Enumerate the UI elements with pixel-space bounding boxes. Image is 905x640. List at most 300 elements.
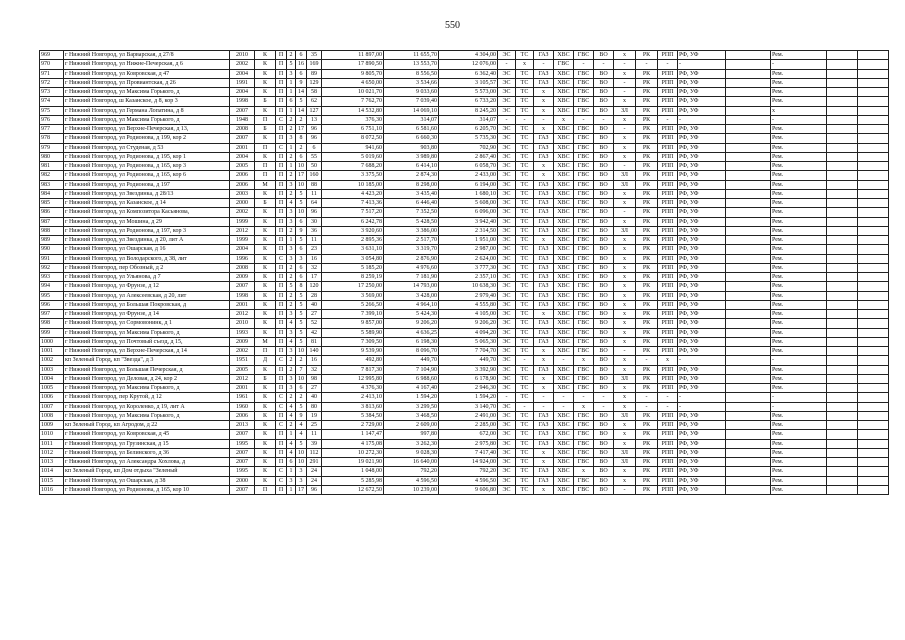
table-row bbox=[40, 236, 889, 245]
cell-total-area: 19 021,90 bbox=[322, 458, 384, 467]
cell-record-number: 1002 bbox=[40, 356, 64, 365]
cell-empty-col-a bbox=[827, 319, 858, 328]
cell-gas: х bbox=[534, 236, 554, 245]
cell-year-built: 1993 bbox=[230, 328, 255, 337]
cell-roof: РК bbox=[636, 51, 658, 60]
cell-record-number: 1014 bbox=[40, 467, 64, 476]
cell-record-number: 1011 bbox=[40, 439, 64, 448]
cell-facade: РФ, УФ bbox=[678, 245, 726, 254]
cell-foundation: РПП bbox=[658, 189, 678, 198]
cell-empty-col-b bbox=[858, 485, 889, 494]
cell-roof: РК bbox=[636, 134, 658, 143]
cell-facade: - bbox=[678, 402, 726, 411]
cell-address: г Нижний Новгород, ул Ошарская, д 16 bbox=[64, 245, 230, 254]
cell-heating: ТС bbox=[516, 384, 534, 393]
cell-roof: РК bbox=[636, 300, 658, 309]
cell-empty-col-b bbox=[858, 384, 889, 393]
cell-residential-area: 6 205,70 bbox=[439, 125, 498, 134]
cell-material: М bbox=[255, 337, 276, 346]
cell-year-built: 1999 bbox=[230, 236, 255, 245]
cell-material: Д bbox=[255, 356, 276, 365]
cell-total-area: 17 250,00 bbox=[322, 282, 384, 291]
cell-empty-col-a bbox=[827, 282, 858, 291]
cell-cold-water: ХВС bbox=[554, 273, 574, 282]
cell-gas: ГАЗ bbox=[534, 282, 554, 291]
cell-roof: РК bbox=[636, 69, 658, 78]
cell-foundation: х bbox=[658, 356, 678, 365]
cell-electricity: ЭС bbox=[498, 467, 516, 476]
cell-facade: РФ, УФ bbox=[678, 291, 726, 300]
cell-facade: РФ, УФ bbox=[678, 208, 726, 217]
cell-foundation: РПП bbox=[658, 263, 678, 272]
cell-living-area: 3 534,66 bbox=[384, 78, 439, 87]
cell-sewerage: ВО bbox=[594, 430, 614, 439]
cell-empty-col-a bbox=[827, 430, 858, 439]
cell-foundation: РПП bbox=[658, 476, 678, 485]
cell-hot-water: ГВС bbox=[574, 180, 594, 189]
cell-apartments: 28 bbox=[307, 291, 322, 300]
cell-repair-status: - bbox=[771, 393, 827, 402]
cell-roof: РК bbox=[636, 152, 658, 161]
cell-floors: 8 bbox=[296, 282, 307, 291]
cell-hot-water: ГВС bbox=[574, 97, 594, 106]
cell-entrances: 6 bbox=[287, 97, 296, 106]
cell-living-area: 4 596,50 bbox=[384, 476, 439, 485]
cell-facade: РФ, УФ bbox=[678, 337, 726, 346]
cell-entrances: 2 bbox=[287, 291, 296, 300]
cell-cold-water: ХВС bbox=[554, 97, 574, 106]
cell-apartments: 27 bbox=[307, 310, 322, 319]
cell-empty-col-b bbox=[858, 439, 889, 448]
cell-entrances: 2 bbox=[287, 152, 296, 161]
cell-record-number: 998 bbox=[40, 319, 64, 328]
cell-foundation: РПП bbox=[658, 88, 678, 97]
cell-total-area: 2 895,36 bbox=[322, 236, 384, 245]
cell-year-built: 2013 bbox=[230, 421, 255, 430]
cell-residential-area: 3 392,90 bbox=[439, 365, 498, 374]
table-row bbox=[40, 319, 889, 328]
cell-gas: х bbox=[534, 347, 554, 356]
cell-repair-status: Рем. bbox=[771, 180, 827, 189]
cell-repair-status: Рем. bbox=[771, 421, 827, 430]
cell-empty-col-a bbox=[827, 439, 858, 448]
cell-extra-col bbox=[726, 152, 771, 161]
cell-living-area: 8 298,00 bbox=[384, 180, 439, 189]
cell-entrances: 3 bbox=[287, 476, 296, 485]
cell-hot-water: ГВС bbox=[574, 300, 594, 309]
cell-hot-water: ГВС bbox=[574, 78, 594, 87]
cell-material: К bbox=[255, 365, 276, 374]
cell-empty-col-a bbox=[827, 328, 858, 337]
cell-gas: ГАЗ bbox=[534, 78, 554, 87]
cell-cold-water: х bbox=[554, 115, 574, 124]
cell-entrances: 4 bbox=[287, 439, 296, 448]
cell-foundation: РПП bbox=[658, 439, 678, 448]
cell-gas: х bbox=[534, 171, 554, 180]
table-row bbox=[40, 430, 889, 439]
cell-foundation: РПП bbox=[658, 134, 678, 143]
cell-cold-water: ХВС bbox=[554, 300, 574, 309]
cell-living-area: 7 104,90 bbox=[384, 365, 439, 374]
table-row bbox=[40, 374, 889, 383]
cell-facade: - bbox=[678, 356, 726, 365]
cell-cold-water: ХВС bbox=[554, 328, 574, 337]
page-number: 550 bbox=[445, 20, 460, 31]
cell-apartments: 96 bbox=[307, 485, 322, 494]
cell-apartments: 32 bbox=[307, 263, 322, 272]
cell-entrances: 2 bbox=[287, 51, 296, 60]
cell-residential-area: 2 979,40 bbox=[439, 291, 498, 300]
cell-heating: ТС bbox=[516, 217, 534, 226]
cell-heating: - bbox=[516, 115, 534, 124]
cell-repair-status: Рем. bbox=[771, 485, 827, 494]
cell-hot-water: ГВС bbox=[574, 374, 594, 383]
cell-address: г Нижний Новгород, ул Максима Горького, д bbox=[64, 384, 230, 393]
cell-residential-area: 10 638,30 bbox=[439, 282, 498, 291]
cell-empty-col-b bbox=[858, 97, 889, 106]
cell-facade: - bbox=[678, 115, 726, 124]
cell-sewerage: ВО bbox=[594, 78, 614, 87]
cell-foundation: РПП bbox=[658, 180, 678, 189]
cell-cold-water: ХВС bbox=[554, 310, 574, 319]
cell-entrances: 2 bbox=[287, 125, 296, 134]
cell-residential-area: 3 105,57 bbox=[439, 78, 498, 87]
cell-material: К bbox=[255, 467, 276, 476]
cell-entrances: 1 bbox=[287, 88, 296, 97]
cell-year-built: 2007 bbox=[230, 485, 255, 494]
cell-facade: РФ, УФ bbox=[678, 236, 726, 245]
cell-electricity: ЭС bbox=[498, 143, 516, 152]
cell-total-area: 8 259,19 bbox=[322, 273, 384, 282]
cell-living-area: 3 428,00 bbox=[384, 291, 439, 300]
cell-residential-area: 8 245,20 bbox=[439, 106, 498, 115]
cell-record-number: 993 bbox=[40, 273, 64, 282]
cell-record-number: 994 bbox=[40, 282, 64, 291]
cell-residential-area: 6 733,20 bbox=[439, 97, 498, 106]
cell-total-area: 3 569,00 bbox=[322, 291, 384, 300]
cell-year-built: 2007 bbox=[230, 106, 255, 115]
cell-repair-status: Рем. bbox=[771, 143, 827, 152]
cell-repair-status: Рем. bbox=[771, 300, 827, 309]
cell-roof: - bbox=[636, 393, 658, 402]
cell-entrances: 1 bbox=[287, 78, 296, 87]
cell-residential-area: 1 680,10 bbox=[439, 189, 498, 198]
cell-floors: 5 bbox=[296, 291, 307, 300]
cell-foundation: РПП bbox=[658, 365, 678, 374]
cell-hot-water: - bbox=[574, 60, 594, 69]
cell-cold-water: ХВС bbox=[554, 171, 574, 180]
cell-total-area: 4 376,30 bbox=[322, 384, 384, 393]
cell-cold-water: ХВС bbox=[554, 476, 574, 485]
table-row bbox=[40, 106, 889, 115]
cell-year-built: 2000 bbox=[230, 199, 255, 208]
table-row bbox=[40, 411, 889, 420]
cell-record-number: 1000 bbox=[40, 337, 64, 346]
cell-repair-status: Рем. bbox=[771, 291, 827, 300]
cell-roof: РК bbox=[636, 106, 658, 115]
cell-heating: ТС bbox=[516, 97, 534, 106]
cell-electricity: ЭС bbox=[498, 291, 516, 300]
cell-empty-col-b bbox=[858, 347, 889, 356]
cell-empty-col-b bbox=[858, 273, 889, 282]
cell-material: К bbox=[255, 245, 276, 254]
cell-electricity: - bbox=[498, 115, 516, 124]
cell-total-area: 7 762,70 bbox=[322, 97, 384, 106]
cell-living-area: 2 609,00 bbox=[384, 421, 439, 430]
cell-extra-col bbox=[726, 254, 771, 263]
cell-material: К bbox=[255, 328, 276, 337]
table-row bbox=[40, 300, 889, 309]
cell-repair-status: Рем. bbox=[771, 162, 827, 171]
cell-heating: ТС bbox=[516, 421, 534, 430]
cell-apartments: 6 bbox=[307, 143, 322, 152]
cell-gas: ГАЗ bbox=[534, 300, 554, 309]
cell-foundation: РПП bbox=[658, 485, 678, 494]
cell-living-area: 5 424,30 bbox=[384, 310, 439, 319]
cell-foundation: - bbox=[658, 393, 678, 402]
cell-empty-col-b bbox=[858, 143, 889, 152]
cell-hot-water: ГВС bbox=[574, 411, 594, 420]
cell-building-type: П bbox=[276, 60, 287, 69]
table-row bbox=[40, 143, 889, 152]
cell-building-type: С bbox=[276, 467, 287, 476]
cell-building-type: П bbox=[276, 180, 287, 189]
cell-material: К bbox=[255, 69, 276, 78]
cell-address: г Нижний Новгород, ул Ульянова, д 7 bbox=[64, 273, 230, 282]
cell-floors: 10 bbox=[296, 208, 307, 217]
cell-extra-col bbox=[726, 226, 771, 235]
cell-address: г Нижний Новгород, ул Сормовонинк, д 1 bbox=[64, 319, 230, 328]
cell-total-area: 5 185,20 bbox=[322, 263, 384, 272]
table-row bbox=[40, 467, 889, 476]
cell-waste-chute: х bbox=[614, 282, 636, 291]
cell-waste-chute: х bbox=[614, 467, 636, 476]
cell-record-number: 1005 bbox=[40, 384, 64, 393]
cell-record-number: 970 bbox=[40, 60, 64, 69]
cell-facade: РФ, УФ bbox=[678, 310, 726, 319]
cell-empty-col-a bbox=[827, 171, 858, 180]
cell-apartments: 13 bbox=[307, 115, 322, 124]
cell-empty-col-a bbox=[827, 226, 858, 235]
cell-heating: ТС bbox=[516, 319, 534, 328]
cell-hot-water: - bbox=[574, 393, 594, 402]
cell-foundation: РПП bbox=[658, 106, 678, 115]
cell-address: г Нижний Новгород, ул Композитора Касьянова, bbox=[64, 208, 230, 217]
cell-hot-water: ГВС bbox=[574, 337, 594, 346]
cell-empty-col-b bbox=[858, 69, 889, 78]
cell-entrances: 3 bbox=[287, 69, 296, 78]
cell-cold-water: ХВС bbox=[554, 125, 574, 134]
cell-waste-chute: ЗЛ bbox=[614, 171, 636, 180]
cell-material: К bbox=[255, 208, 276, 217]
cell-floors: 10 bbox=[296, 448, 307, 457]
cell-facade: РФ, УФ bbox=[678, 365, 726, 374]
cell-material: К bbox=[255, 88, 276, 97]
table-row bbox=[40, 384, 889, 393]
cell-waste-chute: х bbox=[614, 143, 636, 152]
cell-record-number: 1012 bbox=[40, 448, 64, 457]
cell-total-area: 3 920,60 bbox=[322, 226, 384, 235]
cell-waste-chute: ЗЛ bbox=[614, 106, 636, 115]
cell-cold-water: ХВС bbox=[554, 134, 574, 143]
cell-waste-chute: х bbox=[614, 273, 636, 282]
table-row bbox=[40, 134, 889, 143]
cell-heating: ТС bbox=[516, 143, 534, 152]
cell-foundation: РПП bbox=[658, 245, 678, 254]
cell-material: К bbox=[255, 226, 276, 235]
cell-roof: РК bbox=[636, 245, 658, 254]
cell-record-number: 982 bbox=[40, 171, 64, 180]
cell-floors: 14 bbox=[296, 88, 307, 97]
cell-gas: ГАЗ bbox=[534, 226, 554, 235]
cell-cold-water: ХВС bbox=[554, 467, 574, 476]
cell-hot-water: х bbox=[574, 402, 594, 411]
cell-heating: ТС bbox=[516, 254, 534, 263]
cell-apartments: 81 bbox=[307, 337, 322, 346]
cell-floors: 3 bbox=[296, 467, 307, 476]
cell-total-area: 492,80 bbox=[322, 356, 384, 365]
cell-cold-water: ХВС bbox=[554, 189, 574, 198]
cell-repair-status: Рем. bbox=[771, 384, 827, 393]
cell-waste-chute: х bbox=[614, 97, 636, 106]
cell-cold-water: ХВС bbox=[554, 374, 574, 383]
cell-roof: РК bbox=[636, 291, 658, 300]
cell-year-built: 2002 bbox=[230, 347, 255, 356]
cell-hot-water: ГВС bbox=[574, 51, 594, 60]
cell-address: г Нижний Новгород, ул Грузинская, д 15 bbox=[64, 439, 230, 448]
cell-electricity: ЭС bbox=[498, 78, 516, 87]
cell-living-area: 3 319,70 bbox=[384, 245, 439, 254]
cell-roof: РК bbox=[636, 226, 658, 235]
cell-residential-area: 6 058,70 bbox=[439, 162, 498, 171]
cell-address: г Нижний Новгород, ул Короленко, д 19, лит А bbox=[64, 402, 230, 411]
table-row bbox=[40, 152, 889, 161]
cell-cold-water: ХВС bbox=[554, 180, 574, 189]
cell-material: К bbox=[255, 421, 276, 430]
cell-residential-area: 702,90 bbox=[439, 143, 498, 152]
cell-sewerage: ВО bbox=[594, 208, 614, 217]
cell-sewerage: ВО bbox=[594, 143, 614, 152]
cell-apartments: 120 bbox=[307, 282, 322, 291]
cell-floors: 5 bbox=[296, 300, 307, 309]
cell-floors: 8 bbox=[296, 134, 307, 143]
cell-empty-col-b bbox=[858, 411, 889, 420]
cell-extra-col bbox=[726, 199, 771, 208]
cell-empty-col-a bbox=[827, 310, 858, 319]
cell-residential-area: 2 946,30 bbox=[439, 384, 498, 393]
cell-sewerage: ВО bbox=[594, 125, 614, 134]
cell-extra-col bbox=[726, 439, 771, 448]
cell-gas: х bbox=[534, 162, 554, 171]
cell-material: К bbox=[255, 282, 276, 291]
cell-living-area: 792,20 bbox=[384, 467, 439, 476]
cell-floors: 2 bbox=[296, 115, 307, 124]
table-row bbox=[40, 402, 889, 411]
cell-sewerage: ВО bbox=[594, 448, 614, 457]
cell-hot-water: ГВС bbox=[574, 448, 594, 457]
cell-living-area: 6 198,30 bbox=[384, 337, 439, 346]
cell-cold-water: - bbox=[554, 393, 574, 402]
cell-waste-chute: - bbox=[614, 125, 636, 134]
cell-record-number: 1016 bbox=[40, 485, 64, 494]
cell-hot-water: ГВС bbox=[574, 328, 594, 337]
cell-sewerage: ВО bbox=[594, 134, 614, 143]
cell-empty-col-b bbox=[858, 328, 889, 337]
cell-living-area: 6 414,10 bbox=[384, 162, 439, 171]
cell-hot-water: ГВС bbox=[574, 171, 594, 180]
cell-hot-water: ГВС bbox=[574, 189, 594, 198]
cell-residential-area: 4 304,00 bbox=[439, 51, 498, 60]
cell-material: К bbox=[255, 51, 276, 60]
cell-roof: РК bbox=[636, 208, 658, 217]
cell-address: г Нижний Новгород, пер Крутой, д 12 bbox=[64, 393, 230, 402]
cell-record-number: 985 bbox=[40, 199, 64, 208]
cell-year-built: 1999 bbox=[230, 217, 255, 226]
cell-cold-water: ХВС bbox=[554, 291, 574, 300]
cell-foundation: РПП bbox=[658, 467, 678, 476]
cell-cold-water: ХВС bbox=[554, 448, 574, 457]
table-row bbox=[40, 328, 889, 337]
cell-sewerage: - bbox=[594, 60, 614, 69]
cell-floors: 5 bbox=[296, 97, 307, 106]
cell-foundation: РПП bbox=[658, 328, 678, 337]
cell-sewerage: ВО bbox=[594, 199, 614, 208]
cell-year-built: 2006 bbox=[230, 171, 255, 180]
cell-extra-col bbox=[726, 319, 771, 328]
cell-gas: - bbox=[534, 393, 554, 402]
cell-empty-col-b bbox=[858, 430, 889, 439]
cell-facade: РФ, УФ bbox=[678, 421, 726, 430]
cell-facade: РФ, УФ bbox=[678, 69, 726, 78]
cell-living-area: 2 876,90 bbox=[384, 254, 439, 263]
cell-gas: ГАЗ bbox=[534, 273, 554, 282]
cell-total-area: 12 672,50 bbox=[322, 485, 384, 494]
cell-hot-water: ГВС bbox=[574, 217, 594, 226]
cell-gas: ГАЗ bbox=[534, 421, 554, 430]
cell-entrances: 1 bbox=[287, 467, 296, 476]
cell-living-area: 11 655,70 bbox=[384, 51, 439, 60]
cell-building-type: П bbox=[276, 282, 287, 291]
cell-sewerage: ВО bbox=[594, 365, 614, 374]
cell-electricity: ЭС bbox=[498, 199, 516, 208]
cell-foundation: РПП bbox=[658, 337, 678, 346]
cell-material: Б bbox=[255, 199, 276, 208]
cell-entrances: 3 bbox=[287, 134, 296, 143]
table-row bbox=[40, 245, 889, 254]
cell-year-built: 2000 bbox=[230, 476, 255, 485]
cell-empty-col-a bbox=[827, 402, 858, 411]
cell-heating: ТС bbox=[516, 300, 534, 309]
cell-building-type: П bbox=[276, 125, 287, 134]
cell-total-area: 5 266,50 bbox=[322, 300, 384, 309]
table-row bbox=[40, 282, 889, 291]
cell-roof: - bbox=[636, 356, 658, 365]
cell-hot-water: х bbox=[574, 356, 594, 365]
cell-heating: ТС bbox=[516, 152, 534, 161]
cell-facade: РФ, УФ bbox=[678, 171, 726, 180]
cell-empty-col-b bbox=[858, 282, 889, 291]
cell-hot-water: х bbox=[574, 467, 594, 476]
cell-record-number: 992 bbox=[40, 263, 64, 272]
cell-cold-water: ХВС bbox=[554, 411, 574, 420]
cell-foundation: РПП bbox=[658, 97, 678, 106]
cell-cold-water: ХВС bbox=[554, 78, 574, 87]
cell-building-type: С bbox=[276, 476, 287, 485]
cell-extra-col bbox=[726, 291, 771, 300]
cell-extra-col bbox=[726, 393, 771, 402]
cell-material: К bbox=[255, 439, 276, 448]
cell-sewerage: ВО bbox=[594, 291, 614, 300]
